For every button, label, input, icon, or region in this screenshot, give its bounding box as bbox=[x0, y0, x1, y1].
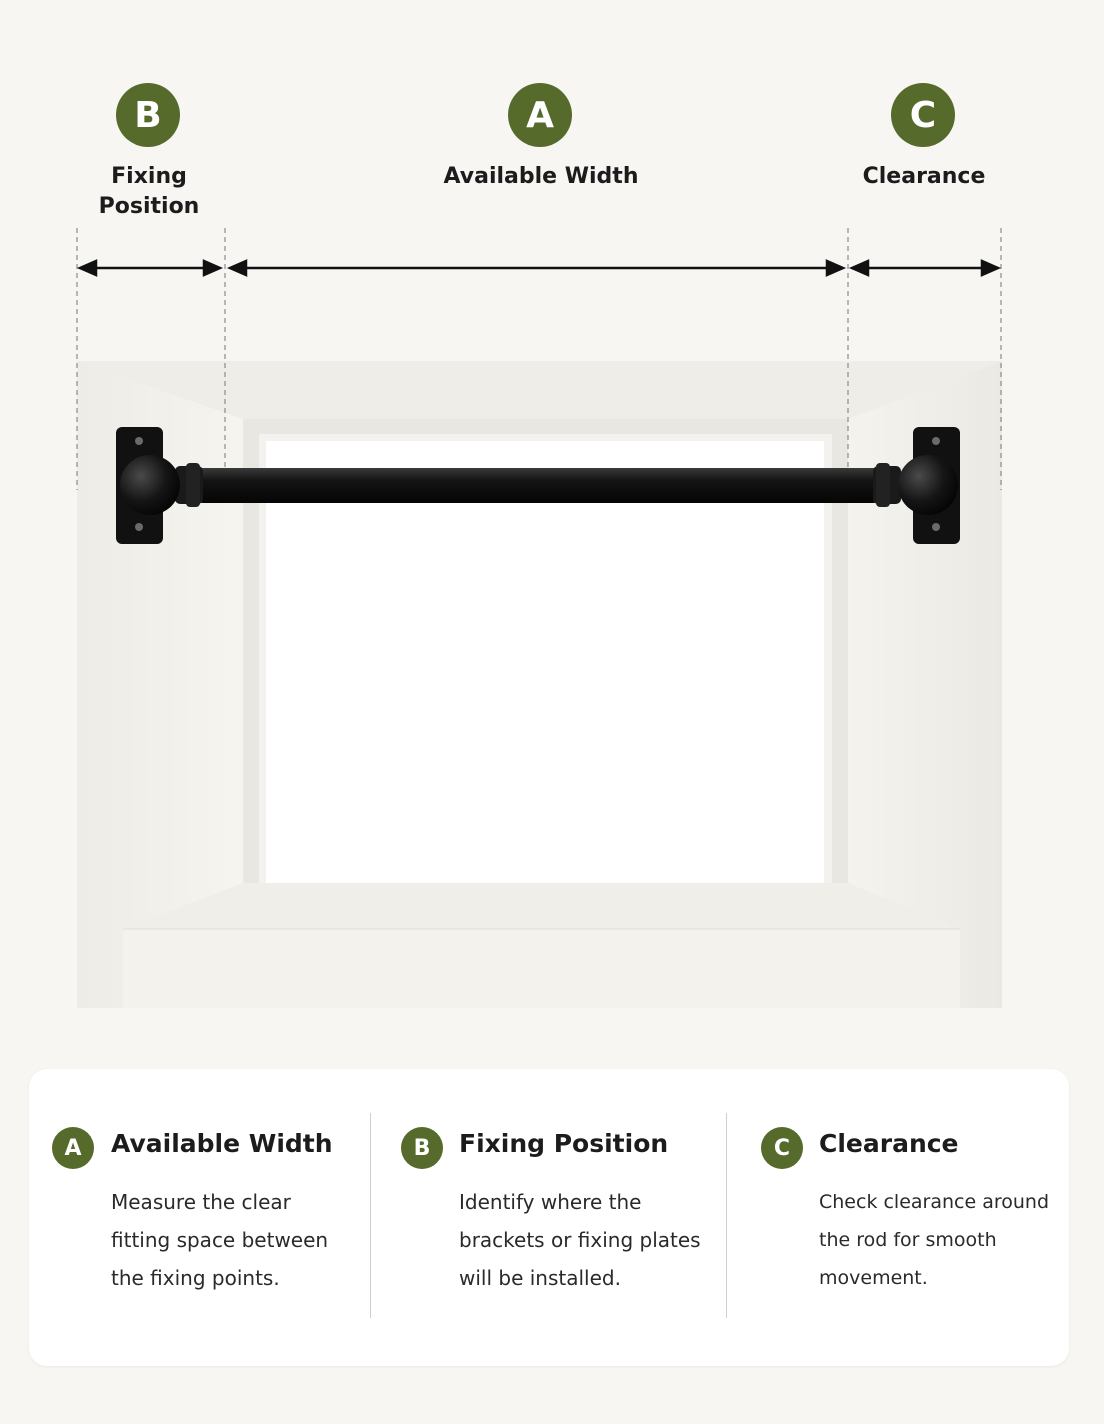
dimension-arrows bbox=[80, 261, 998, 275]
legend-desc-line: the rod for smooth bbox=[819, 1229, 997, 1251]
legend-badge-a: A bbox=[52, 1127, 94, 1169]
sill-front bbox=[123, 929, 960, 1008]
legend-desc-line: Measure the clear bbox=[111, 1190, 291, 1214]
legend-card bbox=[29, 1069, 1069, 1366]
legend-item-b bbox=[371, 1069, 726, 1366]
badge-b: B bbox=[116, 83, 180, 147]
legend-desc-line: Check clearance around bbox=[819, 1191, 1050, 1213]
legend-desc-line: movement. bbox=[819, 1267, 928, 1289]
legend-desc-line: Identify where the bbox=[459, 1190, 642, 1214]
legend-desc-c bbox=[819, 1183, 1049, 1297]
label-fixing-line2: Position bbox=[98, 194, 200, 219]
legend-desc-a bbox=[111, 1183, 328, 1297]
legend-desc-line: fitting space between bbox=[111, 1228, 329, 1252]
label-fixing-position bbox=[79, 162, 219, 222]
window-pane bbox=[266, 441, 824, 883]
label-available-width: Available Width bbox=[443, 164, 639, 189]
legend-item-a bbox=[29, 1069, 369, 1366]
label-clearance: Clearance bbox=[862, 164, 986, 189]
badge-a: A bbox=[508, 83, 572, 147]
legend-desc-line: the fixing points. bbox=[111, 1266, 280, 1290]
legend-desc-line: brackets or fixing plates bbox=[459, 1228, 701, 1252]
legend-desc-line: will be installed. bbox=[459, 1266, 621, 1290]
legend-badge-c: C bbox=[761, 1127, 803, 1169]
legend-item-c bbox=[727, 1069, 1069, 1366]
legend-desc-b bbox=[459, 1183, 701, 1297]
legend-badge-b: B bbox=[401, 1127, 443, 1169]
label-fixing-line1: Fixing bbox=[111, 164, 187, 189]
window-sill bbox=[123, 883, 960, 929]
legend-title-b: Fixing Position bbox=[459, 1129, 669, 1158]
legend-title-c: Clearance bbox=[819, 1129, 959, 1158]
badge-c: C bbox=[891, 83, 955, 147]
legend-title-a: Available Width bbox=[111, 1129, 333, 1158]
